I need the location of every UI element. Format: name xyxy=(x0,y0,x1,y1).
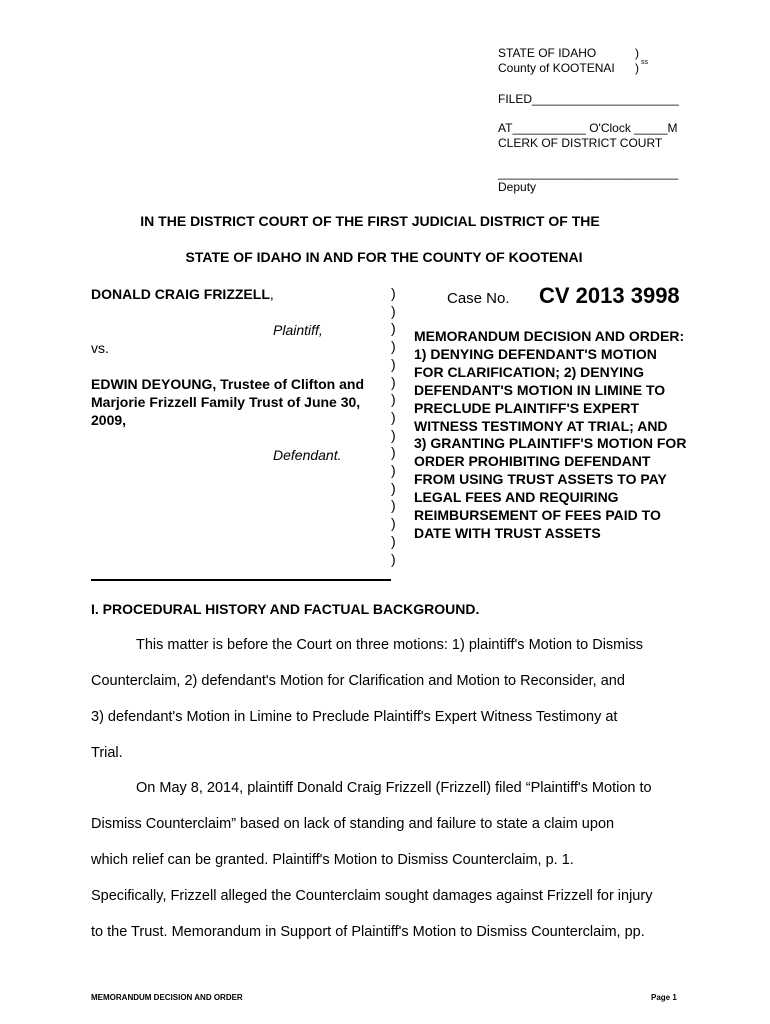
body-line: 3) defendant's Motion in Limine to Preclude Plaintiff's Expert Witness Testimony at xyxy=(91,709,618,725)
body-line: Trial. xyxy=(91,745,123,761)
paren: ) xyxy=(391,338,396,355)
filing-stamp xyxy=(498,46,615,76)
caption-underline xyxy=(91,579,391,581)
stamp-at-time: AT___________ O'Clock _____M xyxy=(498,121,678,135)
stamp-deputy-line: ___________________________ xyxy=(498,166,679,180)
paren: ) xyxy=(391,497,396,514)
paren: ) xyxy=(391,373,396,390)
paren: ) xyxy=(391,320,396,337)
caption-parens xyxy=(391,285,396,568)
footer-title: MEMORANDUM DECISION AND ORDER xyxy=(91,993,243,1002)
defendant-name xyxy=(91,375,364,429)
paren: ) xyxy=(391,532,396,549)
paren: ) xyxy=(391,408,396,425)
paren: ) xyxy=(391,355,396,372)
document-title-line: FOR CLARIFICATION; 2) DENYING xyxy=(414,363,644,380)
document-title-line: 1) DENYING DEFENDANT'S MOTION xyxy=(414,345,657,362)
paren: ) xyxy=(391,426,396,443)
page-number: Page 1 xyxy=(651,993,677,1002)
body-line: Counterclaim, 2) defendant's Motion for Clarification and Motion to Reconsider, and xyxy=(91,673,625,689)
paren: ) xyxy=(391,515,396,532)
document-title-line: FROM USING TRUST ASSETS TO PAY xyxy=(414,471,667,488)
document-title-line: 3) GRANTING PLAINTIFF'S MOTION FOR xyxy=(414,435,687,452)
case-number-label: Case No. xyxy=(447,290,510,307)
court-heading-line-1: IN THE DISTRICT COURT OF THE FIRST JUDICIAL DISTRICT OF THE xyxy=(140,213,600,229)
paren: ) xyxy=(391,479,396,496)
body-line: On May 8, 2014, plaintiff Donald Craig Frizzell (Frizzell) filed “Plaintiff's Motion to xyxy=(136,780,652,796)
document-title-line: MEMORANDUM DECISION AND ORDER: xyxy=(414,328,685,344)
document-title-line: PRECLUDE PLAINTIFF'S EXPERT xyxy=(414,399,640,416)
document-title-line: DEFENDANT'S MOTION IN LIMINE TO xyxy=(414,381,666,398)
body-line: This matter is before the Court on three motions: 1) plaintiff's Motion to Dismiss xyxy=(136,637,643,653)
paren: ) xyxy=(391,285,396,301)
plaintiff-name xyxy=(91,286,274,302)
body-line: Dismiss Counterclaim” based on lack of standing and failure to state a claim upon xyxy=(91,816,615,832)
body-line: Specifically, Frizzell alleged the Counterclaim sought damages against Frizzell for injury xyxy=(91,888,653,904)
court-heading-line-2: STATE OF IDAHO IN AND FOR THE COUNTY OF KOOTENAI xyxy=(185,249,583,265)
stamp-deputy: Deputy xyxy=(498,180,537,194)
stamp-state: STATE OF IDAHO xyxy=(498,46,597,60)
stamp-county: County of KOOTENAI xyxy=(498,61,615,75)
document-title-line: ORDER PROHIBITING DEFENDANT xyxy=(414,453,651,470)
document-title-line: WITNESS TESTIMONY AT TRIAL; AND xyxy=(414,417,668,434)
defendant-line-3: 2009, xyxy=(91,412,127,428)
stamp-filed: FILED______________________ xyxy=(498,92,679,106)
document-title xyxy=(414,328,686,543)
body-line: to the Trust. Memorandum in Support of Plaintiff's Motion to Dismiss Counterclaim, pp. xyxy=(91,924,645,940)
stamp-paren-2: ) xyxy=(635,61,639,75)
defendant-role: Defendant. xyxy=(273,447,342,463)
document-title-line: DATE WITH TRUST ASSETS xyxy=(414,524,601,541)
stamp-ss: ss xyxy=(641,59,648,66)
versus: vs. xyxy=(91,340,109,356)
plaintiff-comma: , xyxy=(269,286,274,302)
paren: ) xyxy=(391,391,396,408)
paren: ) xyxy=(391,462,396,479)
defendant-line-1: EDWIN DEYOUNG, Trustee of Clifton and xyxy=(91,376,365,392)
stamp-paren-1: ) xyxy=(635,46,639,60)
defendant-line-2: Marjorie Frizzell Family Trust of June 30, xyxy=(91,394,361,410)
document-title-line: REIMBURSEMENT OF FEES PAID TO xyxy=(414,507,661,524)
paren: ) xyxy=(391,444,396,461)
plaintiff-role: Plaintiff, xyxy=(273,322,323,338)
stamp-clerk: CLERK OF DISTRICT COURT xyxy=(498,136,663,150)
case-number: CV 2013 3998 xyxy=(539,283,680,308)
section-heading: I. PROCEDURAL HISTORY AND FACTUAL BACKGROUND. xyxy=(91,601,480,617)
paren: ) xyxy=(391,550,396,567)
plaintiff-name-text: DONALD CRAIG FRIZZELL xyxy=(91,286,270,302)
body-line: which relief can be granted. Plaintiff's Motion to Dismiss Counterclaim, p. 1. xyxy=(91,852,574,868)
document-title-line: LEGAL FEES AND REQUIRING xyxy=(414,489,619,506)
paren: ) xyxy=(391,302,396,319)
